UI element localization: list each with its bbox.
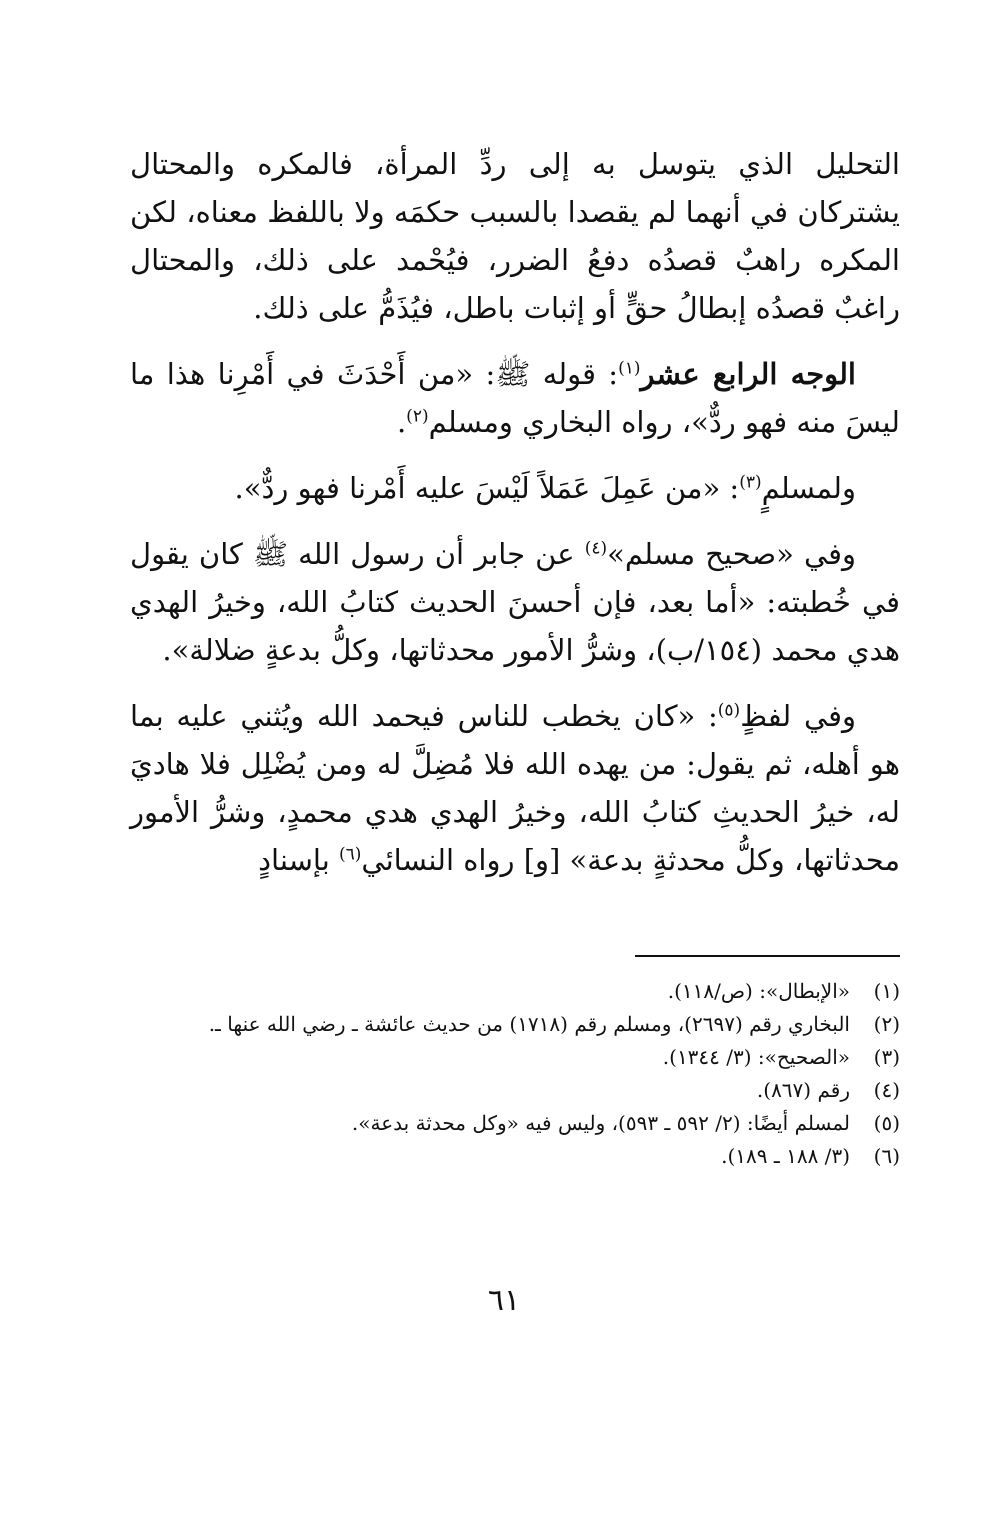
paragraph-3-text-b: : «من عَمِلَ عَمَلاً لَيْسَ عليه أَمْرنا فهو ردٌّ». (234, 471, 740, 505)
footnote-number: (١) (873, 979, 900, 1003)
footnote-number: (٣) (873, 1045, 900, 1069)
footnote-ref-3[interactable]: (٣) (739, 472, 762, 493)
footnote-text: لمسلم أيضًا: (٢/ ٥٩٢ ـ ٥٩٣)، وليس فيه «وكل محدثة بدعة». (351, 1111, 850, 1135)
footnote-ref-1[interactable]: (١) (618, 358, 641, 379)
footnote-ref-2[interactable]: (٢) (406, 406, 429, 427)
footnote-3 (130, 1041, 900, 1074)
paragraph-1 (130, 140, 900, 332)
paragraph-4-text-a: وفي «صحيح مسلم» (607, 537, 856, 571)
paragraph-2-text-b: . (396, 405, 407, 439)
paragraph-4 (130, 530, 900, 674)
paragraph-4-text-b: عن جابر أن رسول الله ﷺ كان يقول في خُطبته: «أما بعد، فإن أحسنَ الحديث كتابُ الله، وخيرُ الهدي هدي محمد (١٥٤/ب)، وشرُّ الأمور محدثاتها، وكلُّ بدعةٍ ضلالة». (130, 537, 900, 667)
footnote-text: (٣/ ١٨٨ ـ ١٨٩). (721, 1144, 850, 1168)
footnote-text: «الإبطال»: (ص/١١٨). (667, 979, 850, 1003)
paragraph-5 (130, 692, 900, 884)
paragraph-1-text: التحليل الذي يتوسل به إلى ردِّ المرأة، فالمكره والمحتال يشتركان في أنهما لم يقصدا بالسبب حكمَه ولا باللفظ معناه، لكن المكره راهبٌ قصدُه دفعُ الضرر، فيُحْمد على ذلك، والمحتال راغبٌ قصدُه إبطالُ حقٍّ أو إثبات باطل، فيُذَمُّ على ذلك. (130, 147, 900, 325)
footnote-text: البخاري رقم (٢٦٩٧)، ومسلم رقم (١٧١٨) من حديث عائشة ـ رضي الله عنها ـ. (208, 1012, 850, 1036)
paragraph-5-text-a: وفي لفظٍ (740, 699, 856, 733)
footnote-number: (٢) (873, 1012, 900, 1036)
footnote-ref-4[interactable]: (٤) (584, 538, 608, 559)
paragraph-3-text-a: ولمسلمٍ (761, 471, 856, 505)
footnote-text: «الصحيح»: (٣/ ١٣٤٤). (662, 1045, 850, 1069)
paragraph-5-text-c: بإسنادٍ (258, 843, 339, 877)
footnotes (130, 975, 900, 1173)
paragraph-5-text-b: : «كان يخطب للناس فيحمد الله ويُثني عليه بما هو أهله، ثم يقول: من يهده الله فلا مُضِلَّ له ومن يُضْلِل فلا هاديَ له، خيرُ الحديثِ كتابُ الله، وخيرُ الهدي هدي محمدٍ، وشرُّ الأمور محدثاتها، وكلُّ محدثةٍ بدعة» [و] رواه النسائي (130, 699, 900, 877)
footnote-4 (130, 1074, 900, 1107)
paragraph-2 (130, 350, 900, 446)
footnote-6 (130, 1140, 900, 1173)
paragraph-3 (130, 464, 900, 512)
main-text (130, 140, 900, 884)
paragraph-2-text-a: : قوله ﷺ: «من أَحْدَثَ في أَمْرِنا هذا ما ليسَ منه فهو ردٌّ»، رواه البخاري ومسلم (130, 357, 900, 439)
footnote-text: رقم (٨٦٧). (756, 1078, 850, 1102)
footnote-number: (٦) (873, 1144, 900, 1168)
section-heading: الوجه الرابع عشر (640, 357, 856, 391)
page-number: ٦١ (487, 1283, 521, 1318)
footnote-ref-5[interactable]: (٥) (717, 700, 741, 721)
footnote-ref-6[interactable]: (٦) (339, 844, 362, 865)
footnote-separator (635, 955, 900, 957)
footnote-number: (٥) (873, 1111, 900, 1135)
footnote-5 (130, 1107, 900, 1140)
footnote-number: (٤) (873, 1078, 900, 1102)
footnote-1 (130, 975, 900, 1008)
footnote-2 (130, 1008, 900, 1041)
